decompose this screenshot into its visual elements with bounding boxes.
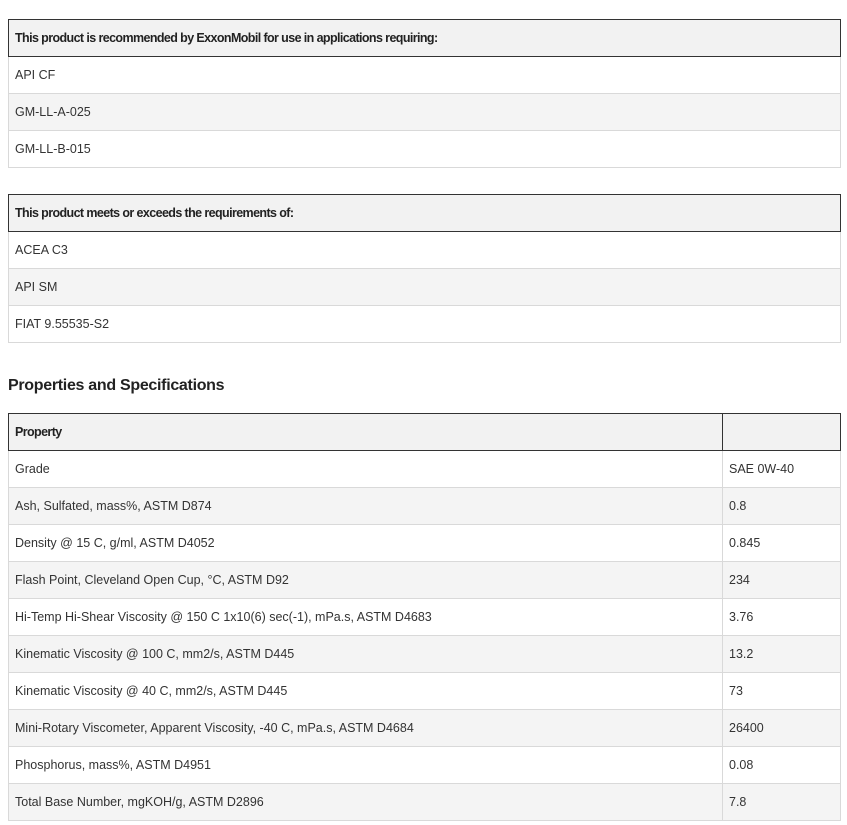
property-name: Mini-Rotary Viscometer, Apparent Viscosity, -40 C, mPa.s, ASTM D4684 (9, 710, 723, 747)
properties-table (8, 413, 841, 821)
property-value: 0.8 (723, 488, 841, 525)
spec-item: API CF (9, 57, 841, 94)
table-row (9, 94, 841, 131)
spec-item: GM-LL-A-025 (9, 94, 841, 131)
table-row (9, 710, 841, 747)
table-row (9, 451, 841, 488)
property-name: Grade (9, 451, 723, 488)
property-name: Density @ 15 C, g/ml, ASTM D4052 (9, 525, 723, 562)
recommended-table (8, 19, 841, 168)
property-column-header: Property (9, 414, 723, 451)
property-name: Ash, Sulfated, mass%, ASTM D874 (9, 488, 723, 525)
property-value: 7.8 (723, 784, 841, 821)
property-name: Flash Point, Cleveland Open Cup, °C, ASTM D92 (9, 562, 723, 599)
meets-table (8, 194, 841, 343)
table-row (9, 784, 841, 821)
property-name: Phosphorus, mass%, ASTM D4951 (9, 747, 723, 784)
property-name: Hi-Temp Hi-Shear Viscosity @ 150 C 1x10(6) sec(-1), mPa.s, ASTM D4683 (9, 599, 723, 636)
recommended-header: This product is recommended by ExxonMobil for use in applications requiring: (9, 20, 841, 57)
table-row (9, 131, 841, 168)
property-value: SAE 0W-40 (723, 451, 841, 488)
property-value: 0.08 (723, 747, 841, 784)
table-row (9, 488, 841, 525)
property-value: 73 (723, 673, 841, 710)
property-value: 26400 (723, 710, 841, 747)
table-row (9, 562, 841, 599)
table-row (9, 57, 841, 94)
property-value: 234 (723, 562, 841, 599)
table-row (9, 673, 841, 710)
spec-item: ACEA C3 (9, 232, 841, 269)
property-value: 3.76 (723, 599, 841, 636)
table-row (9, 232, 841, 269)
spec-item: GM-LL-B-015 (9, 131, 841, 168)
property-name: Total Base Number, mgKOH/g, ASTM D2896 (9, 784, 723, 821)
spec-item: API SM (9, 269, 841, 306)
table-row (9, 269, 841, 306)
table-row (9, 747, 841, 784)
spec-item: FIAT 9.55535-S2 (9, 306, 841, 343)
property-name: Kinematic Viscosity @ 100 C, mm2/s, ASTM D445 (9, 636, 723, 673)
property-value: 0.845 (723, 525, 841, 562)
table-row (9, 306, 841, 343)
meets-header: This product meets or exceeds the requirements of: (9, 195, 841, 232)
section-title: Properties and Specifications (8, 377, 225, 394)
table-row (9, 599, 841, 636)
table-row (9, 636, 841, 673)
value-column-header (723, 414, 841, 451)
property-name: Kinematic Viscosity @ 40 C, mm2/s, ASTM D445 (9, 673, 723, 710)
table-row (9, 525, 841, 562)
property-value: 13.2 (723, 636, 841, 673)
